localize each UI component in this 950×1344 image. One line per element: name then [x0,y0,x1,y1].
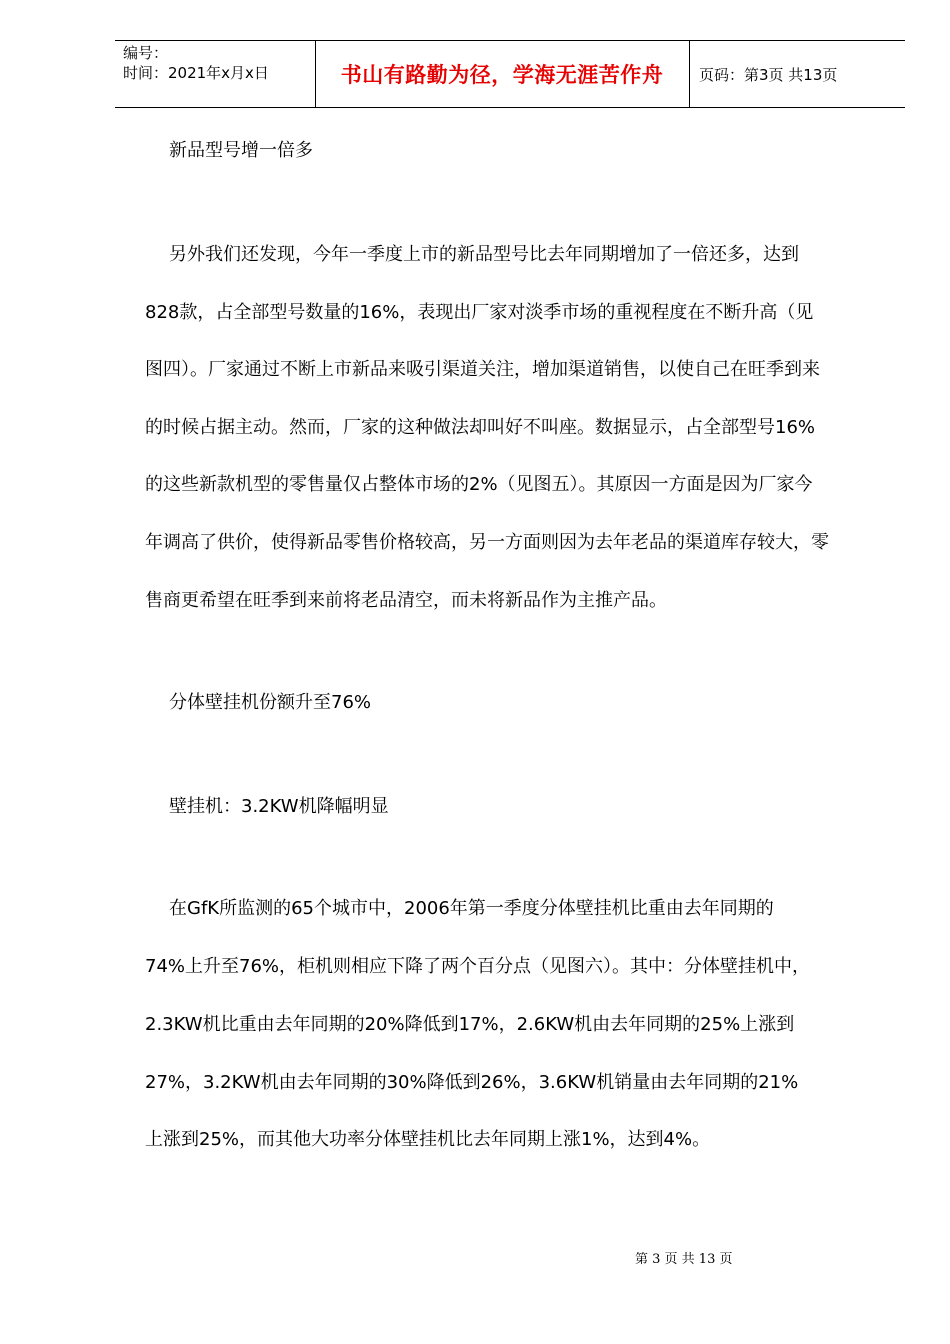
paragraph-line: 2.3KW机比重由去年同期的20%降低到17%，2.6KW机由去年同期的25%上涨到 [145,1014,795,1035]
paragraph-line: 另外我们还发现，今年一季度上市的新品型号比去年同期增加了一倍还多，达到 [169,244,799,265]
section-heading: 分体壁挂机份额升至76% [169,692,372,713]
document-header [115,40,905,108]
page-footer: 第 3 页 共 13 页 [635,1252,733,1267]
header-info [123,43,269,83]
paragraph-line: 828款，占全部型号数量的16%，表现出厂家对淡季市场的重视程度在不断升高（见 [145,302,814,323]
paragraph-line: 在GfK所监测的65个城市中，2006年第一季度分体壁挂机比重由去年同期的 [169,898,774,919]
paragraph-line: 上涨到25%，而其他大功率分体壁挂机比去年同期上涨1%，达到4%。 [145,1129,711,1150]
paragraph-line: 74%上升至76%，柜机则相应下降了两个百分点（见图六）。其中：分体壁挂机中， [145,956,811,977]
header-motto: 书山有路勤为径，学海无涯苦作舟 [340,63,664,87]
paragraph-line: 售商更希望在旺季到来前将老品清空，而未将新品作为主推产品。 [145,590,667,611]
header-page-label: 页码：第3页 共13页 [699,65,838,84]
paragraph-line: 年调高了供价，使得新品零售价格较高，另一方面则因为去年老品的渠道库存较大，零 [145,532,829,553]
paragraph-line: 的这些新款机型的零售量仅占整体市场的2%（见图五）。其原因一方面是因为厂家今 [145,474,813,495]
id-label: 编号： [123,44,169,62]
paragraph-line: 27%，3.2KW机由去年同期的30%降低到26%，3.6KW机销量由去年同期的21% [145,1072,799,1093]
paragraph-line: 的时候占据主动。然而，厂家的这种做法却叫好不叫座。数据显示，占全部型号16% [145,417,816,438]
time-label: 时间：2021年x月x日 [123,64,269,82]
paragraph-line: 图四）。厂家通过不断上市新品来吸引渠道关注，增加渠道销售，以使自己在旺季到来 [145,359,820,380]
header-divider [689,41,690,107]
section-heading: 壁挂机：3.2KW机降幅明显 [169,796,389,817]
section-heading: 新品型号增一倍多 [169,140,313,161]
